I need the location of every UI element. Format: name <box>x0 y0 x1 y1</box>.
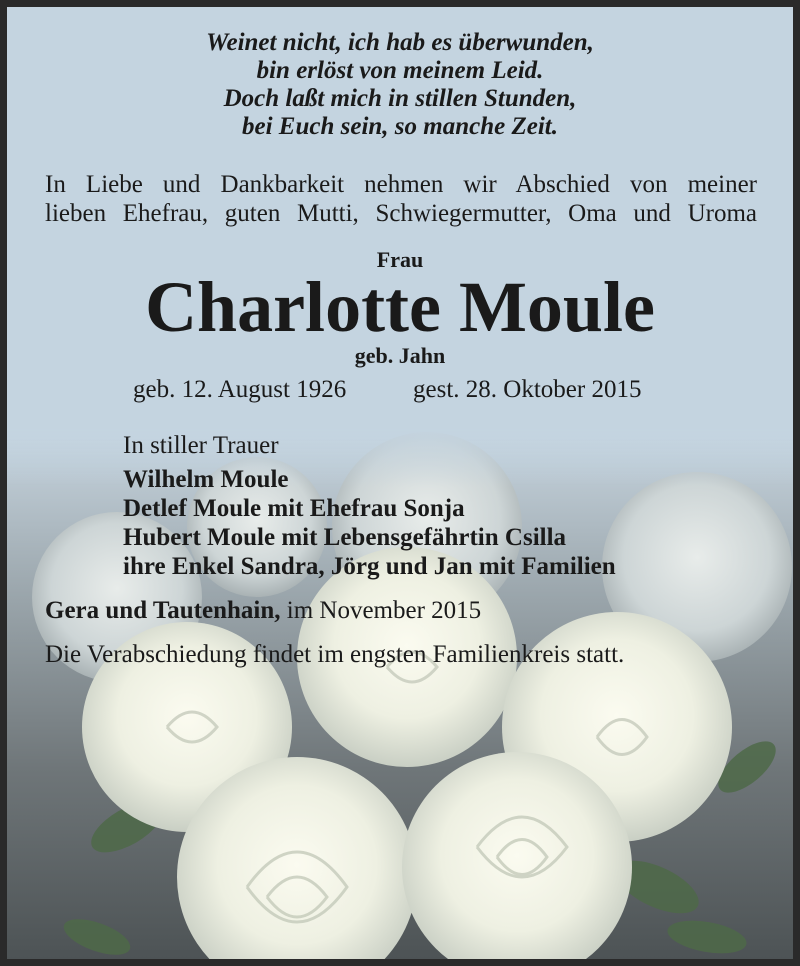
death-date: gest. 28. Oktober 2015 <box>413 376 642 403</box>
deceased-name: Charlotte Moule <box>145 267 655 347</box>
poem-line: bei Euch sein, so manche Zeit. <box>242 113 558 140</box>
poem-line: Doch laßt mich in stillen Stunden, <box>223 85 577 112</box>
intro-line: lieben Ehefrau, guten Mutti, Schwiegermutter, Oma und Uroma <box>45 200 757 227</box>
date: im November 2015 <box>280 597 482 624</box>
place: Gera und Tautenhain, <box>45 597 281 624</box>
intro-line: In Liebe und Dankbarkeit nehmen wir Abschied von meiner <box>45 171 757 198</box>
mourner: Hubert Moule mit Lebensgefährtin Csilla <box>123 524 567 551</box>
mourner: Detlef Moule mit Ehefrau Sonja <box>123 495 465 522</box>
birth-date: geb. 12. August 1926 <box>133 376 347 403</box>
poem <box>7 29 793 141</box>
farewell-notice: Die Verabschiedung findet im engsten Familienkreis statt. <box>45 641 625 668</box>
maiden-name: geb. Jahn <box>354 343 446 368</box>
salutation: Frau <box>376 247 424 272</box>
poem-line: bin erlöst von meinem Leid. <box>256 57 544 84</box>
intro-text <box>45 170 757 228</box>
mourning-heading: In stiller Trauer <box>123 432 279 459</box>
poem-line: Weinet nicht, ich hab es überwunden, <box>206 29 594 56</box>
mourners-list <box>123 465 616 581</box>
mourner: Wilhelm Moule <box>123 466 289 493</box>
mourner: ihre Enkel Sandra, Jörg und Jan mit Familien <box>123 553 616 580</box>
place-date <box>45 596 481 625</box>
obituary-text <box>7 7 793 959</box>
